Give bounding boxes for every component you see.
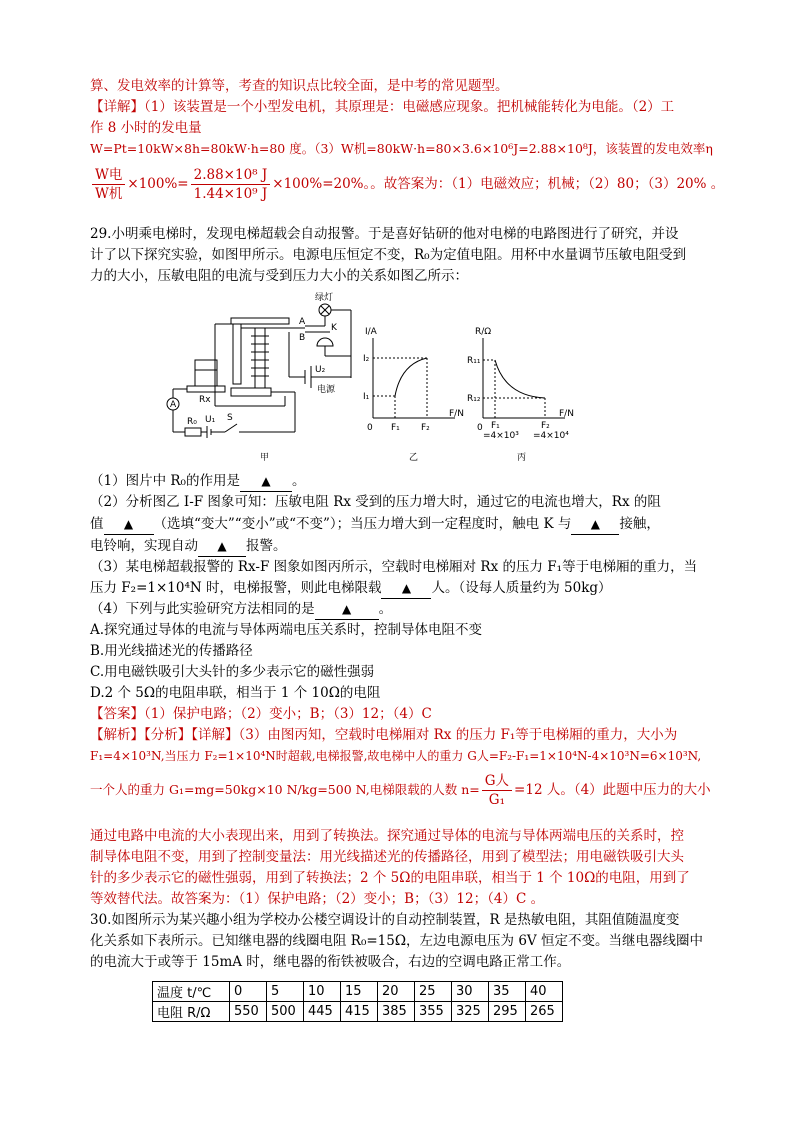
bing-y-label: R/Ω — [475, 327, 492, 337]
part2-text: 报警。 — [246, 538, 287, 554]
resistor-r0 — [185, 428, 201, 436]
table-cell: 355 — [415, 1002, 452, 1022]
bing-f1: F₁ — [491, 421, 500, 431]
q28-detail-line3: W=Pt=10kW×8h=80kW·h=80 度。（3）W机=80kW·h=80×3.6×10⁶J=2.88×10⁸J，该装置的发电效率η — [90, 141, 713, 156]
table-header-temperature: 温度 t/℃ — [153, 982, 230, 1002]
label-power: 电源 — [317, 385, 336, 395]
q28-detail-line2: 作 8 小时的发电量 — [90, 120, 202, 136]
circuit-figures — [165, 288, 595, 468]
yi-x-label: F/N — [449, 409, 464, 419]
answer-blank: ▲ — [240, 471, 292, 492]
intro-line: 算、发电效率的计算等，考查的知识点比较全面，是中考的常见题型。 — [90, 78, 509, 94]
bing-r2: R₁₂ — [467, 394, 481, 404]
part3-text: 压力 F₂=1×10⁴N 时，电梯报警，则此电梯限载 — [90, 580, 382, 596]
q29-analysis-line4: 通过电路中电流的大小表现出来，用到了转换法。探究通过导体的电流与导体两端电压的关系时，控 — [90, 828, 684, 844]
q29-stem-line2: 计了以下探究实验，如图甲所示。电源电压恒定不变，R₀为定值电阻。用杯中水量调节压敏电阻受到 — [90, 247, 687, 263]
q28-efficiency-formula — [90, 166, 724, 203]
label-bing: 丙 — [517, 453, 527, 463]
table-cell: 0 — [230, 982, 267, 1002]
yi-f2: F₂ — [421, 423, 430, 433]
armature — [233, 324, 241, 384]
table-row — [153, 982, 563, 1002]
table-cell: 500 — [267, 1002, 304, 1022]
table-cell: 5 — [267, 982, 304, 1002]
table-cell: 10 — [304, 982, 341, 1002]
option-a: A.探究通过导体的电流与导体两端电压关系时，控制导体电阻不变 — [90, 622, 483, 638]
q29-answer: 【答案】（1）保护电路；（2）变小；B；（3）12；（4）C — [90, 706, 432, 722]
q30-stem-line2: 化关系如下表所示。已知继电器的线圈电阻 R₀=15Ω，左边电源电压为 6V 恒定不变。当继电器线圈中 — [90, 933, 703, 949]
label-k: K — [331, 323, 337, 333]
electromagnet — [255, 328, 265, 388]
analysis-text: =12 人。（4）此题中压力的大小 — [514, 782, 711, 798]
beaker-icon — [195, 360, 217, 386]
part1-text: （1）图片中 R₀的作用是 — [90, 473, 240, 489]
table-cell: 25 — [415, 982, 452, 1002]
part3-text: 人。（设每人质量约为 50kg） — [431, 580, 612, 596]
label-u2: U₂ — [315, 365, 326, 375]
fraction-numerator: W电 — [92, 166, 125, 185]
temperature-resistance-table — [152, 981, 563, 1022]
formula-tail: ×100%=20%。。故答案为：（1）电磁效应；机械；（2）80；（3）20% 。 — [272, 176, 725, 192]
q29-part2-line3 — [90, 536, 287, 557]
q29-analysis-line3 — [90, 772, 711, 809]
table-cell: 415 — [341, 1002, 378, 1022]
q28-detail-line1: 【详解】（1）该装置是一个小型发电机，其原理是：电磁感应现象。把机械能转化为电能。（2）工 — [90, 99, 675, 115]
table-cell: 325 — [452, 1002, 489, 1022]
q30-stem-line1: 30.如图所示为某兴趣小组为学校办公楼空调设计的自动控制装置，R 是热敏电阻，其阻值随温度变 — [90, 912, 680, 928]
label-r0: R₀ — [187, 417, 197, 427]
bing-f2: F₂ — [541, 421, 550, 431]
table-cell: 30 — [452, 982, 489, 1002]
table-cell: 550 — [230, 1002, 267, 1022]
answer-blank: ▲ — [198, 536, 246, 557]
table-cell: 385 — [378, 1002, 415, 1022]
bing-f1-value: =4×10³ — [483, 431, 519, 441]
yi-f1: F₁ — [391, 423, 400, 433]
bing-x-label: F/N — [559, 409, 574, 419]
table-cell: 40 — [526, 982, 563, 1002]
label-u1: U₁ — [205, 415, 216, 425]
bell-icon — [317, 338, 333, 346]
table-cell: 265 — [526, 1002, 563, 1022]
answer-blank: ▲ — [104, 514, 154, 535]
analysis-text: 一个人的重力 G₁=mg=50kg×10 N/kg=500 N,电梯限载的人数 n= — [90, 782, 480, 797]
q29-stem-line3: 力的大小，压敏电阻的电流与受到压力大小的关系如图乙所示： — [90, 268, 468, 284]
label-ammeter: A — [170, 400, 177, 410]
q29-part4 — [90, 599, 392, 620]
q29-analysis-line6: 针的多少表示它的磁性强弱，用到了转换法；2 个 5Ω的电阻串联，相当于 1 个 10Ω的电阻，用到了 — [90, 870, 690, 886]
table-cell: 445 — [304, 1002, 341, 1022]
answer-blank: ▲ — [315, 599, 379, 620]
part2-text: （选填“变大”“变小”或“不变”）；当压力增大到一定程度时，触电 K 与 — [153, 516, 572, 532]
label-b: B — [299, 333, 306, 343]
q29-part1 — [90, 471, 305, 492]
label-rx: Rx — [199, 395, 211, 405]
answer-blank: ▲ — [571, 514, 619, 535]
fraction-numerator: 2.88×10⁸ J — [191, 166, 271, 185]
bing-f2-value: =4×10⁴ — [533, 431, 569, 441]
q29-part3-line2 — [90, 578, 612, 599]
yi-i1: I₁ — [363, 392, 370, 402]
fraction-denominator: G₁ — [488, 792, 505, 808]
table-header-resistance: 电阻 R/Ω — [153, 1002, 230, 1022]
table-cell: 35 — [489, 982, 526, 1002]
fraction-denominator: W机 — [95, 186, 123, 202]
table-row — [153, 1002, 563, 1022]
label-yi: 乙 — [409, 453, 419, 463]
fraction-joules — [191, 166, 271, 203]
q29-analysis-line5: 制导体电阻不变，用到了控制变量法：用光线描述光的传播路径，用到了模型法；用电磁铁吸引大头 — [90, 849, 684, 865]
fraction-people — [482, 772, 512, 809]
q29-part3-line1: （3）某电梯超载报警的 Rx-F 图象如图丙所示，空载时电梯厢对 Rx 的压力 F₁等于电梯厢的重力，当 — [90, 559, 698, 575]
fraction-numerator: G人 — [482, 772, 512, 791]
part2-text: 值 — [90, 516, 104, 532]
yi-i2: I₂ — [363, 354, 370, 364]
q29-stem-line1: 29.小明乘电梯时，发现电梯超载会自动报警。于是喜好钻研的他对电梯的电路图进行了研究，并设 — [90, 226, 679, 242]
fraction-denominator: 1.44×10⁹ J — [193, 186, 268, 202]
q29-part2-line1: （2）分析图乙 I-F 图象可知：压敏电阻 Rx 受到的压力增大时，通过它的电流也增大，Rx 的阻 — [90, 494, 661, 510]
q29-analysis-line2: F₁=4×10³N,当压力 F₂=1×10⁴N时超载,电梯报警,故电梯中人的重力 G人=F₂-F₁=1×10⁴N-4×10³N=6×10³N, — [90, 749, 702, 763]
answer-blank: ▲ — [381, 578, 431, 599]
label-a: A — [299, 317, 306, 327]
q29-analysis-line7: 等效替代法。故答案为：（1）保护电路；（2）变小；B；（3）12；（4）C 。 — [90, 891, 545, 907]
yi-origin: 0 — [367, 423, 373, 433]
part1-end: 。 — [291, 473, 306, 489]
bing-r1: R₁₁ — [467, 356, 481, 366]
bing-origin: 0 — [477, 423, 483, 433]
part4-text: （4）下列与此实验研究方法相同的是 — [90, 601, 315, 617]
option-c: C.用电磁铁吸引大头针的多少表示它的磁性强弱 — [90, 664, 375, 680]
formula-mid: ×100%= — [127, 176, 189, 192]
q30-stem-line3: 的电流大于或等于 15mA 时，继电器的衔铁被吸合，右边的空调电路正常工作。 — [90, 954, 571, 970]
table-cell: 20 — [378, 982, 415, 1002]
label-jia: 甲 — [260, 453, 270, 463]
table-cell: 295 — [489, 1002, 526, 1022]
fraction-w — [92, 166, 125, 203]
q29-part2-line2 — [90, 514, 660, 535]
part2-text: 接触， — [619, 516, 660, 532]
part2-text: 电铃响，实现自动 — [90, 538, 198, 554]
label-s: S — [227, 413, 233, 423]
part4-end: 。 — [378, 601, 393, 617]
table-cell: 15 — [341, 982, 378, 1002]
yi-y-label: I/A — [365, 327, 377, 337]
option-d: D.2 个 5Ω的电阻串联，相当于 1 个 10Ω的电阻 — [90, 685, 381, 701]
q29-analysis-line1: 【解析】【分析】【详解】（3）由图丙知，空载时电梯厢对 Rx 的压力 F₁等于电梯厢的重力，大小为 — [90, 727, 678, 743]
label-green-lamp: 绿灯 — [315, 293, 334, 303]
option-b: B.用光线描述光的传播路径 — [90, 643, 253, 659]
